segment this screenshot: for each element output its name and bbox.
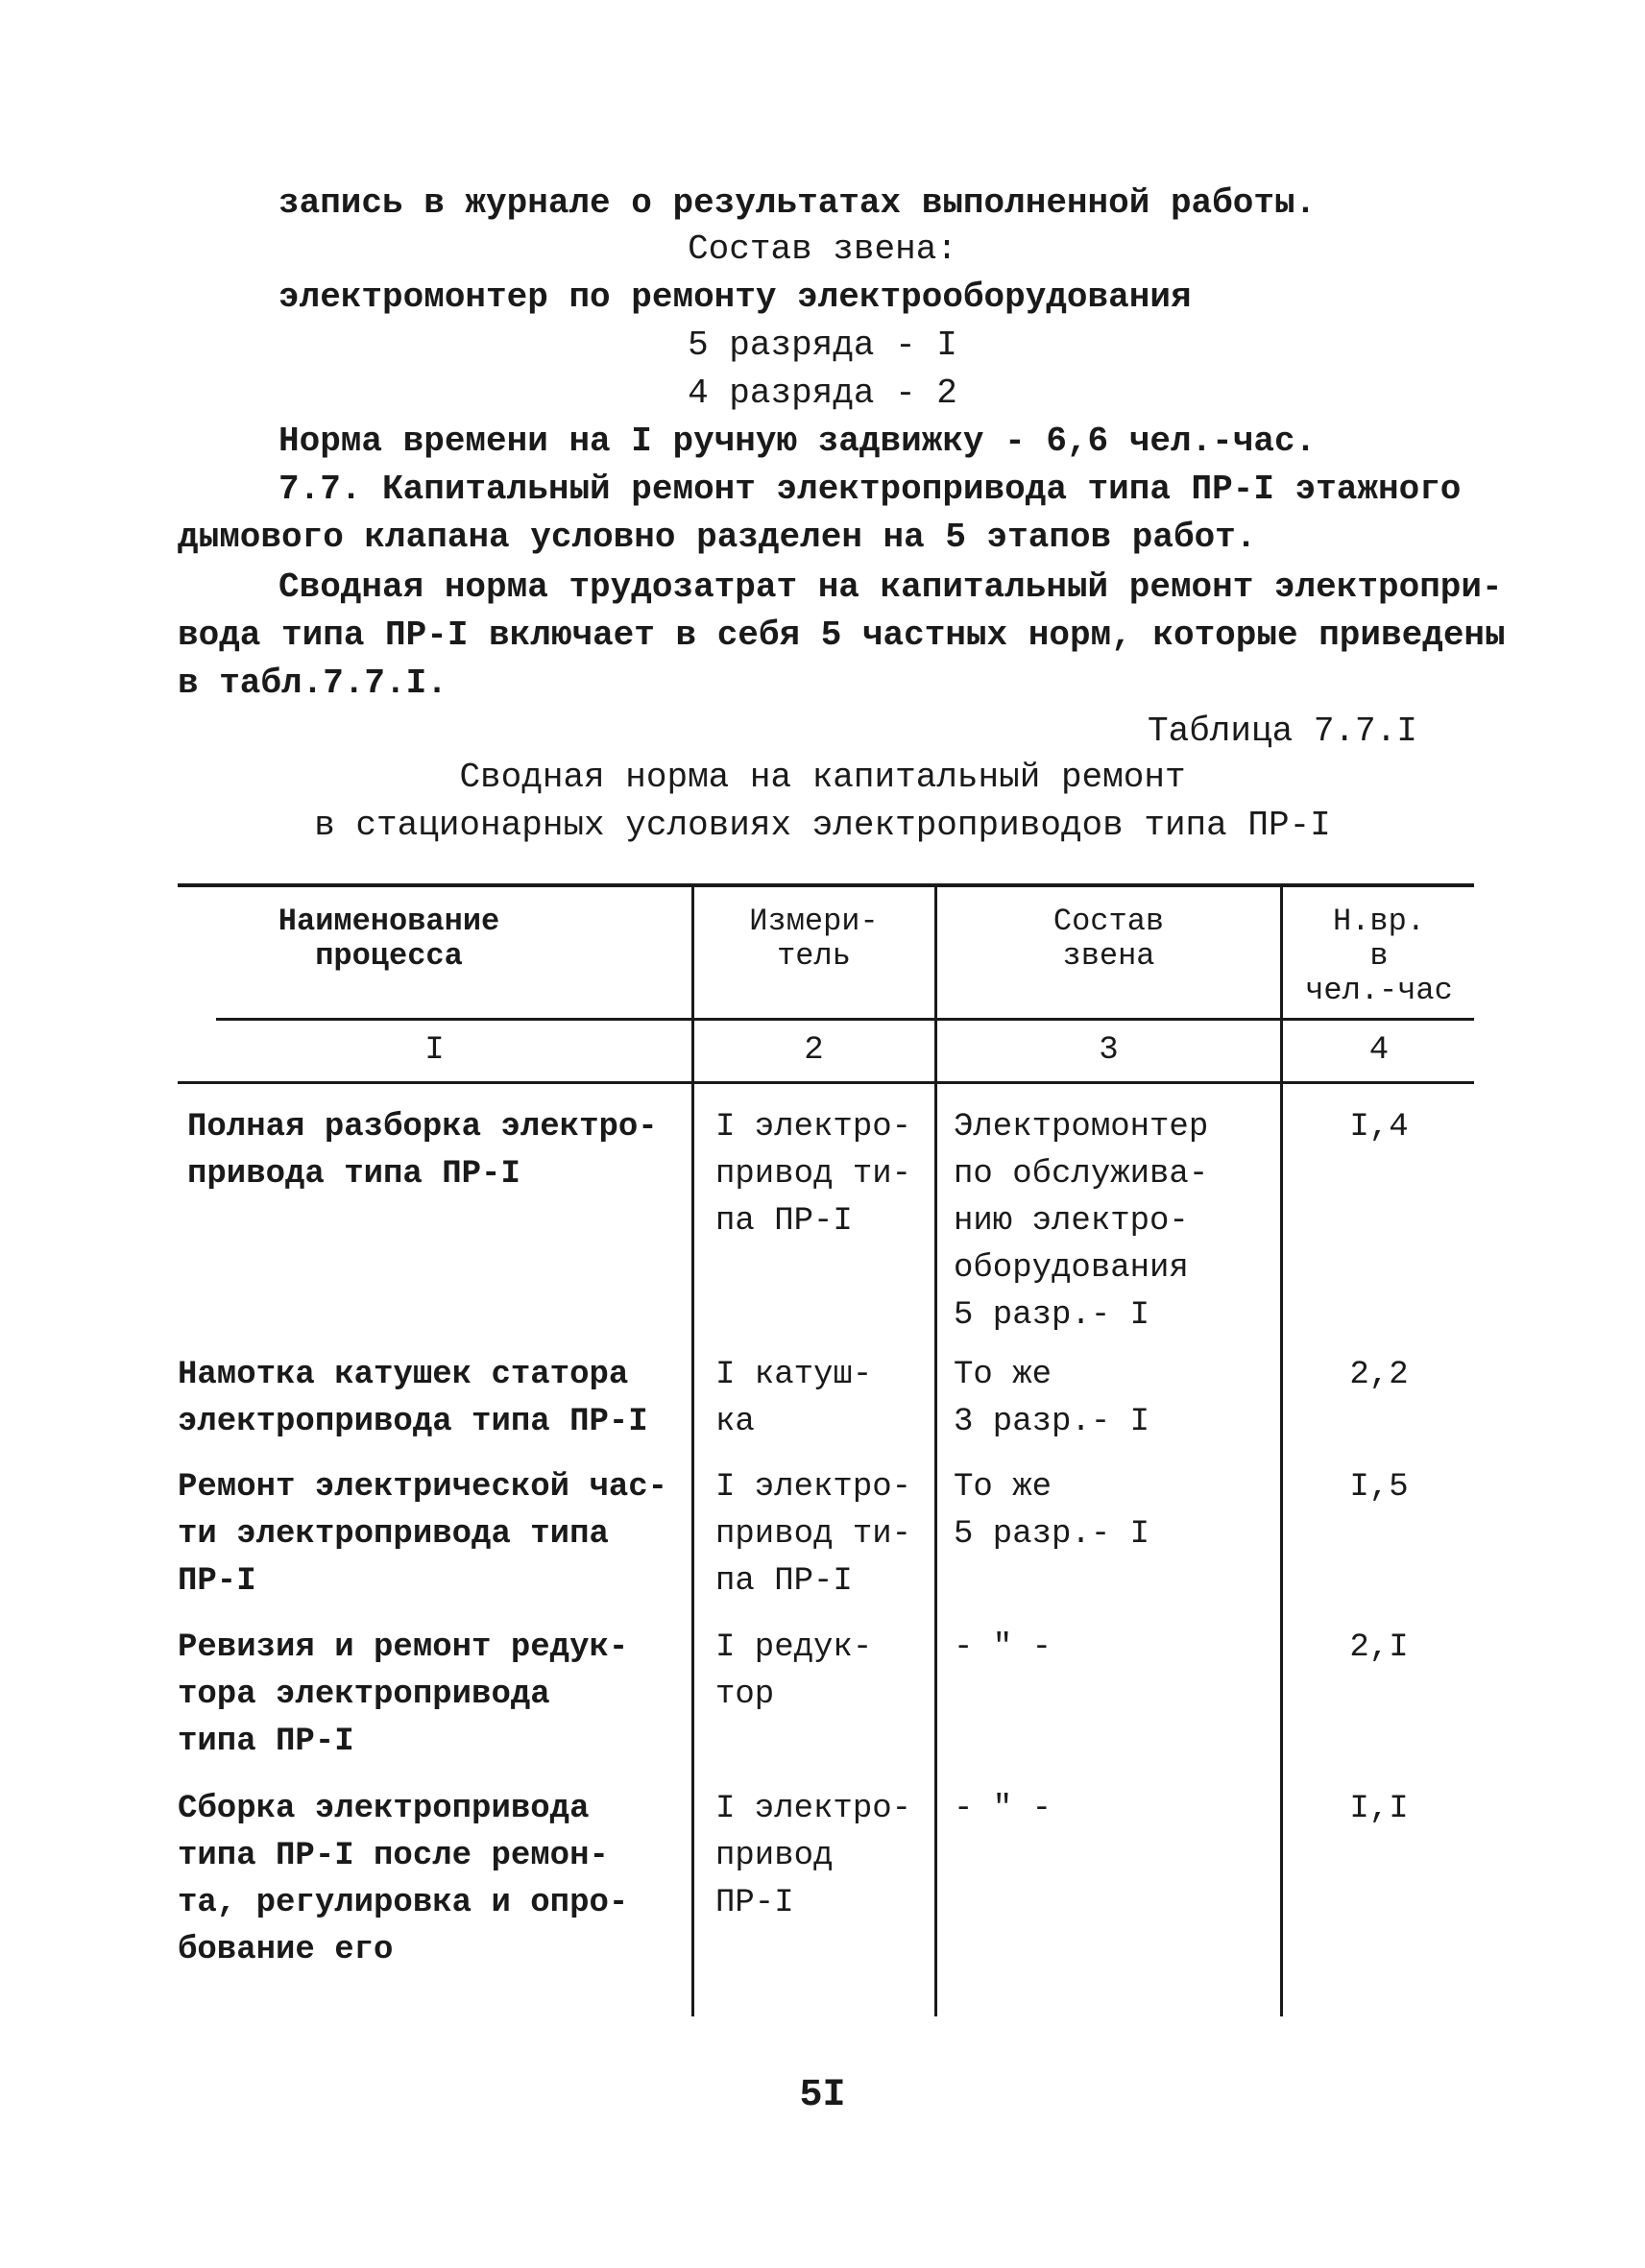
table-row-crew: Электромонтер по обслужива- нию электро- оборудования 5 разр.- I <box>954 1109 1209 1334</box>
crew-member-line: электромонтер по ремонту электрооборудования <box>278 277 1192 317</box>
column-number: 2 <box>804 1032 824 1069</box>
table-row-process: Намотка катушек статора электропривода типа ПР-I <box>178 1357 648 1440</box>
crew-heading: Состав звена: <box>688 229 957 269</box>
header-crew: Состав звена <box>1052 904 1165 974</box>
table-row-unit: I электро- привод ПР-I <box>715 1791 912 1921</box>
grade-4-line: 4 разряда - 2 <box>688 374 957 413</box>
table-title: Сводная норма на капитальный ремонт <box>459 758 1186 797</box>
table-row-process: Сборка электропривода типа ПР-I после ремон- та, регулировка и опро- бование его <box>178 1791 629 1968</box>
table-row-norm: I,I <box>1349 1791 1409 1827</box>
table-row-unit: I катуш- ка <box>715 1357 873 1440</box>
header-process: Наименование процесса <box>278 904 500 974</box>
page-number: 5I <box>799 2074 846 2117</box>
table-row-norm: 2,I <box>1349 1629 1409 1666</box>
section-paragraph-line: в табл.7.7.I. <box>178 664 448 703</box>
column-number: 3 <box>1099 1032 1119 1069</box>
table-row-process: Ремонт электрической час- ти электропривода типа ПР-I <box>178 1469 668 1600</box>
table-row-process: Полная разборка электро- привода типа ПР-I <box>187 1109 658 1193</box>
time-norm-line: Норма времени на I ручную задвижку - 6,6 чел.-час. <box>278 422 1317 461</box>
table-row-unit: I электро- привод ти- па ПР-I <box>715 1469 912 1600</box>
table-row-unit: I электро- привод ти- па ПР-I <box>715 1109 912 1240</box>
header-norm: Н.вр. в чел.-час <box>1305 904 1453 1008</box>
norms-table <box>178 883 1474 2016</box>
table-row-unit: I редук- тор <box>715 1629 873 1713</box>
section-paragraph-line: дымового клапана условно разделен на 5 этапов работ. <box>178 518 1257 557</box>
grade-5-line: 5 разряда - I <box>688 326 957 365</box>
intro-line: запись в журнале о результатах выполненной работы. <box>278 183 1317 223</box>
table-row-process: Ревизия и ремонт редук- тора электропривода типа ПР-I <box>178 1629 629 1760</box>
section-paragraph-line: Сводная норма трудозатрат на капитальный ремонт электропри- <box>278 567 1503 607</box>
column-divider <box>934 883 937 2016</box>
table-row-crew: - " - <box>954 1629 1052 1666</box>
table-row-norm: I,4 <box>1349 1109 1409 1146</box>
table-row-crew: - " - <box>954 1791 1052 1827</box>
header-rule <box>216 1018 1474 1021</box>
table-row-crew: То же 5 разр.- I <box>954 1469 1150 1553</box>
column-divider <box>1280 883 1283 2016</box>
table-row-crew: То же 3 разр.- I <box>954 1357 1150 1440</box>
table-title: в стационарных условиях электроприводов типа ПР-I <box>314 806 1331 845</box>
column-divider <box>691 883 694 2016</box>
table-label: Таблица 7.7.I <box>1148 712 1417 751</box>
column-number: I <box>424 1032 445 1069</box>
section-paragraph-line: вода типа ПР-I включает в себя 5 частных норм, которые приведены <box>178 615 1506 655</box>
table-row-norm: I,5 <box>1349 1469 1409 1506</box>
table-row-norm: 2,2 <box>1349 1357 1409 1393</box>
section-paragraph-line: 7.7. Капитальный ремонт электропривода типа ПР-I этажного <box>278 470 1462 509</box>
column-number: 4 <box>1368 1032 1390 1069</box>
header-unit: Измери- тель <box>749 904 879 974</box>
